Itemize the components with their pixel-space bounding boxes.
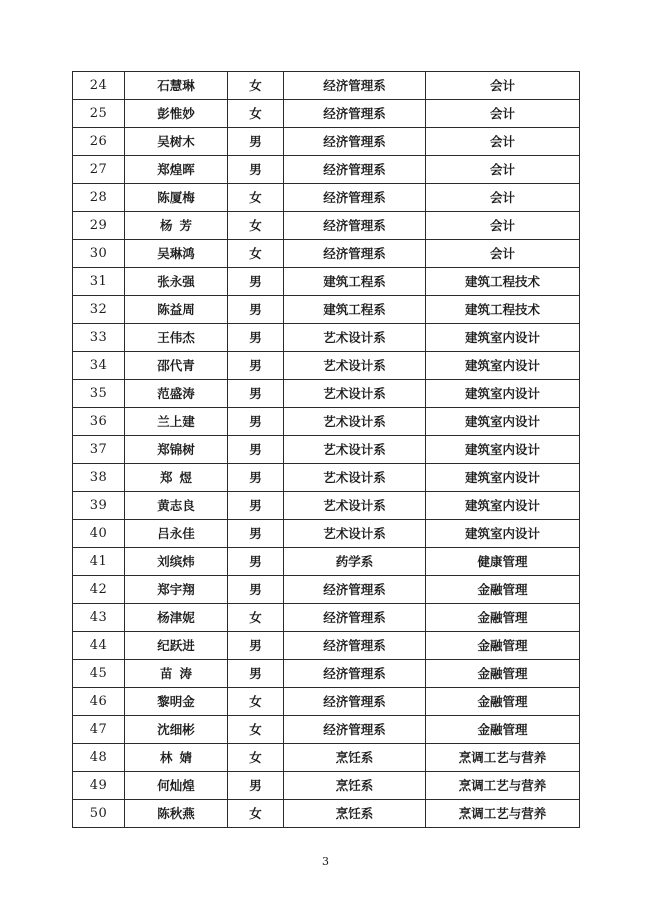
page-number: 3: [322, 855, 329, 868]
cell-sequence: 40: [73, 520, 125, 548]
cell-gender: 男: [228, 548, 284, 576]
cell-name: 邵代青: [125, 352, 228, 380]
cell-gender: 男: [228, 436, 284, 464]
cell-sequence: 44: [73, 632, 125, 660]
cell-sequence: 37: [73, 436, 125, 464]
cell-sequence: 42: [73, 576, 125, 604]
cell-sequence: 25: [73, 100, 125, 128]
cell-major: 建筑室内设计: [426, 408, 580, 436]
cell-department: 烹饪系: [284, 800, 426, 828]
cell-sequence: 29: [73, 212, 125, 240]
table-row: [73, 604, 580, 632]
cell-department: 经济管理系: [284, 100, 426, 128]
table-row: [73, 688, 580, 716]
cell-sequence: 27: [73, 156, 125, 184]
cell-gender: 男: [228, 408, 284, 436]
cell-sequence: 48: [73, 744, 125, 772]
cell-gender: 女: [228, 184, 284, 212]
cell-gender: 男: [228, 464, 284, 492]
cell-major: 金融管理: [426, 632, 580, 660]
cell-department: 药学系: [284, 548, 426, 576]
cell-department: 经济管理系: [284, 660, 426, 688]
cell-department: 艺术设计系: [284, 492, 426, 520]
cell-department: 建筑工程系: [284, 296, 426, 324]
cell-gender: 女: [228, 688, 284, 716]
table-row: [73, 576, 580, 604]
cell-gender: 男: [228, 324, 284, 352]
cell-sequence: 49: [73, 772, 125, 800]
cell-sequence: 28: [73, 184, 125, 212]
cell-major: 健康管理: [426, 548, 580, 576]
student-roster-body: [73, 72, 580, 828]
table-row: [73, 156, 580, 184]
table-row: [73, 128, 580, 156]
cell-department: 经济管理系: [284, 212, 426, 240]
cell-gender: 男: [228, 268, 284, 296]
cell-major: 建筑室内设计: [426, 464, 580, 492]
cell-department: 艺术设计系: [284, 324, 426, 352]
cell-gender: 女: [228, 800, 284, 828]
cell-name: 杨芳: [125, 212, 228, 240]
table-row: [73, 492, 580, 520]
cell-major: 金融管理: [426, 660, 580, 688]
cell-gender: 女: [228, 212, 284, 240]
table-row: [73, 520, 580, 548]
table-row: [73, 744, 580, 772]
cell-major: 会计: [426, 128, 580, 156]
cell-name: 郑宇翔: [125, 576, 228, 604]
cell-sequence: 39: [73, 492, 125, 520]
table-row: [73, 72, 580, 100]
student-roster-table-container: [72, 71, 579, 828]
cell-major: 建筑室内设计: [426, 352, 580, 380]
cell-department: 经济管理系: [284, 604, 426, 632]
cell-major: 建筑室内设计: [426, 324, 580, 352]
cell-sequence: 38: [73, 464, 125, 492]
cell-name: 刘缤炜: [125, 548, 228, 576]
cell-major: 会计: [426, 212, 580, 240]
table-row: [73, 660, 580, 688]
cell-major: 建筑工程技术: [426, 268, 580, 296]
cell-name: 郑煜: [125, 464, 228, 492]
cell-major: 建筑室内设计: [426, 520, 580, 548]
cell-gender: 男: [228, 632, 284, 660]
cell-major: 金融管理: [426, 688, 580, 716]
cell-major: 会计: [426, 156, 580, 184]
cell-department: 经济管理系: [284, 632, 426, 660]
cell-department: 经济管理系: [284, 240, 426, 268]
cell-name: 王伟杰: [125, 324, 228, 352]
cell-name: 黄志良: [125, 492, 228, 520]
cell-department: 建筑工程系: [284, 268, 426, 296]
cell-name: 兰上建: [125, 408, 228, 436]
cell-name: 郑锦树: [125, 436, 228, 464]
cell-name: 彭惟妙: [125, 100, 228, 128]
cell-major: 会计: [426, 240, 580, 268]
cell-major: 会计: [426, 72, 580, 100]
table-row: [73, 436, 580, 464]
table-row: [73, 772, 580, 800]
cell-gender: 男: [228, 352, 284, 380]
table-row: [73, 408, 580, 436]
cell-major: 烹调工艺与营养: [426, 800, 580, 828]
cell-major: 金融管理: [426, 604, 580, 632]
cell-gender: 男: [228, 128, 284, 156]
cell-sequence: 47: [73, 716, 125, 744]
cell-sequence: 35: [73, 380, 125, 408]
cell-gender: 女: [228, 716, 284, 744]
cell-name: 陈秋燕: [125, 800, 228, 828]
cell-name: 纪跃进: [125, 632, 228, 660]
cell-sequence: 46: [73, 688, 125, 716]
cell-department: 经济管理系: [284, 716, 426, 744]
cell-name: 石慧琳: [125, 72, 228, 100]
cell-name: 沈细彬: [125, 716, 228, 744]
cell-gender: 男: [228, 380, 284, 408]
cell-major: 建筑室内设计: [426, 380, 580, 408]
cell-major: 烹调工艺与营养: [426, 772, 580, 800]
cell-department: 经济管理系: [284, 184, 426, 212]
cell-gender: 女: [228, 240, 284, 268]
cell-gender: 男: [228, 156, 284, 184]
cell-gender: 男: [228, 576, 284, 604]
student-roster-table: [72, 71, 580, 828]
cell-name: 苗涛: [125, 660, 228, 688]
cell-sequence: 45: [73, 660, 125, 688]
cell-department: 艺术设计系: [284, 436, 426, 464]
cell-gender: 女: [228, 100, 284, 128]
table-row: [73, 268, 580, 296]
cell-department: 经济管理系: [284, 688, 426, 716]
cell-sequence: 26: [73, 128, 125, 156]
cell-name: 黎明金: [125, 688, 228, 716]
cell-gender: 男: [228, 772, 284, 800]
cell-sequence: 32: [73, 296, 125, 324]
cell-gender: 男: [228, 520, 284, 548]
table-row: [73, 352, 580, 380]
cell-name: 杨津妮: [125, 604, 228, 632]
cell-name: 吴琳鸿: [125, 240, 228, 268]
cell-sequence: 50: [73, 800, 125, 828]
cell-gender: 女: [228, 72, 284, 100]
cell-name: 吴树木: [125, 128, 228, 156]
cell-major: 建筑室内设计: [426, 492, 580, 520]
cell-name: 范盛涛: [125, 380, 228, 408]
cell-major: 会计: [426, 100, 580, 128]
cell-name: 陈益周: [125, 296, 228, 324]
table-row: [73, 212, 580, 240]
table-row: [73, 184, 580, 212]
cell-department: 经济管理系: [284, 72, 426, 100]
cell-department: 艺术设计系: [284, 408, 426, 436]
cell-gender: 男: [228, 492, 284, 520]
table-row: [73, 716, 580, 744]
cell-sequence: 33: [73, 324, 125, 352]
cell-department: 艺术设计系: [284, 352, 426, 380]
table-row: [73, 464, 580, 492]
table-row: [73, 800, 580, 828]
cell-department: 经济管理系: [284, 576, 426, 604]
cell-sequence: 31: [73, 268, 125, 296]
cell-name: 陈厦梅: [125, 184, 228, 212]
cell-major: 金融管理: [426, 576, 580, 604]
cell-name: 林婧: [125, 744, 228, 772]
cell-major: 建筑室内设计: [426, 436, 580, 464]
cell-gender: 男: [228, 660, 284, 688]
cell-name: 何灿煌: [125, 772, 228, 800]
table-row: [73, 100, 580, 128]
cell-department: 艺术设计系: [284, 520, 426, 548]
cell-department: 烹饪系: [284, 744, 426, 772]
cell-sequence: 34: [73, 352, 125, 380]
cell-gender: 男: [228, 296, 284, 324]
cell-sequence: 43: [73, 604, 125, 632]
table-row: [73, 296, 580, 324]
cell-name: 郑煌晖: [125, 156, 228, 184]
cell-name: 张永强: [125, 268, 228, 296]
cell-major: 烹调工艺与营养: [426, 744, 580, 772]
cell-gender: 女: [228, 744, 284, 772]
cell-name: 吕永佳: [125, 520, 228, 548]
cell-department: 艺术设计系: [284, 464, 426, 492]
cell-major: 金融管理: [426, 716, 580, 744]
table-row: [73, 632, 580, 660]
cell-sequence: 41: [73, 548, 125, 576]
cell-sequence: 30: [73, 240, 125, 268]
cell-department: 烹饪系: [284, 772, 426, 800]
cell-department: 经济管理系: [284, 128, 426, 156]
table-row: [73, 380, 580, 408]
table-row: [73, 324, 580, 352]
cell-sequence: 24: [73, 72, 125, 100]
cell-major: 建筑工程技术: [426, 296, 580, 324]
table-row: [73, 240, 580, 268]
cell-sequence: 36: [73, 408, 125, 436]
cell-major: 会计: [426, 184, 580, 212]
cell-department: 经济管理系: [284, 156, 426, 184]
cell-department: 艺术设计系: [284, 380, 426, 408]
table-row: [73, 548, 580, 576]
cell-gender: 女: [228, 604, 284, 632]
